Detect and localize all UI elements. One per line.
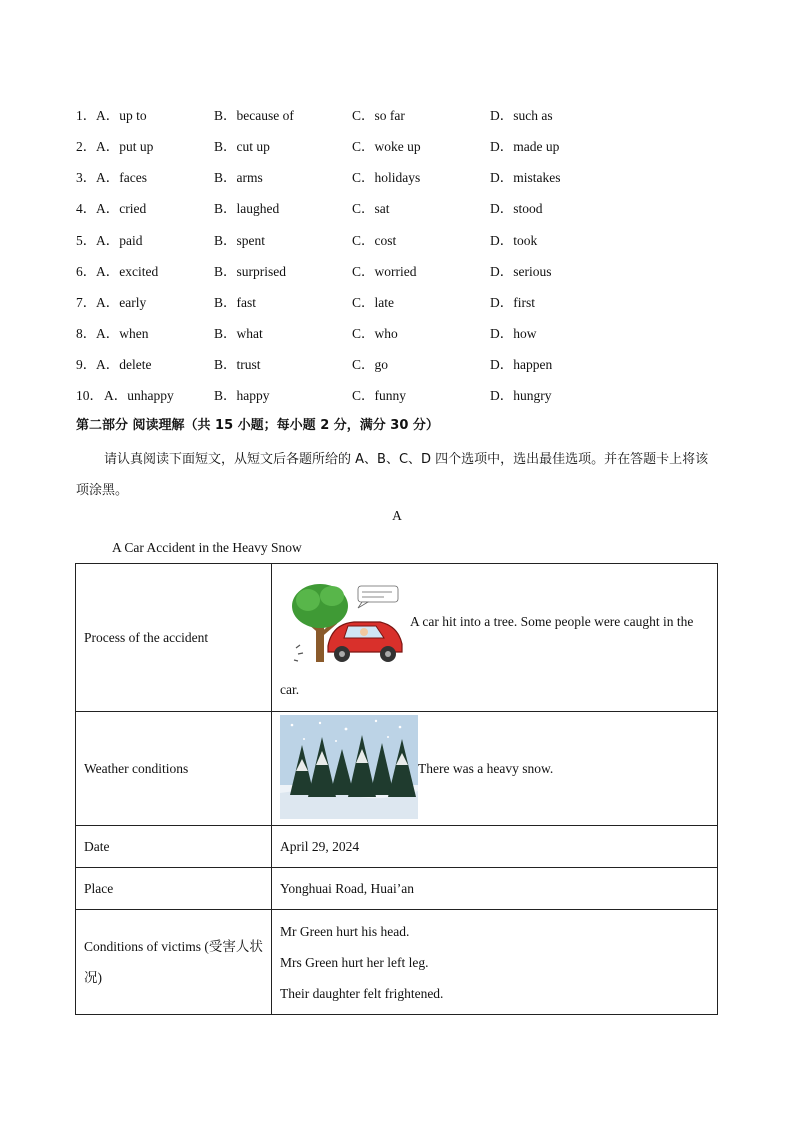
option-a: A．early bbox=[96, 295, 147, 310]
question-number: 5． bbox=[76, 233, 97, 248]
option-row bbox=[0, 291, 794, 311]
victim-line: Mrs Green hurt her left leg. bbox=[280, 954, 429, 970]
table-row bbox=[76, 868, 718, 910]
table-row bbox=[76, 826, 718, 868]
weather-cell bbox=[272, 712, 718, 826]
option-b: B．laughed bbox=[214, 201, 280, 216]
option-d: D．made up bbox=[490, 139, 560, 154]
option-c: C．worried bbox=[352, 264, 417, 279]
date-value: April 29, 2024 bbox=[272, 826, 718, 868]
weather-label: Weather conditions bbox=[76, 712, 272, 826]
option-row bbox=[0, 135, 794, 155]
option-row bbox=[0, 166, 794, 186]
car-tree-illustration bbox=[288, 578, 408, 672]
option-b: B．what bbox=[214, 326, 263, 341]
option-d: D．hungry bbox=[490, 388, 552, 403]
table-row bbox=[76, 712, 718, 826]
question-number: 4． bbox=[76, 201, 97, 216]
option-c: C．who bbox=[352, 326, 398, 341]
place-value: Yonghuai Road, Huai’an bbox=[272, 868, 718, 910]
car-tree-icon bbox=[288, 578, 408, 668]
table-row bbox=[76, 910, 718, 1015]
option-a: A．cried bbox=[96, 201, 147, 216]
snowy-forest-icon bbox=[280, 715, 418, 819]
process-value-line1: A car hit into a tree. Some people were caught in the bbox=[410, 614, 694, 629]
snowy-forest-image bbox=[280, 715, 418, 823]
option-b: B．fast bbox=[214, 295, 256, 310]
option-row bbox=[0, 260, 794, 280]
section-title: 第二部分 阅读理解（共 15 小题；每小题 2 分，满分 30 分） bbox=[76, 418, 439, 433]
accident-table bbox=[75, 563, 718, 1015]
victim-line: Their daughter felt frightened. bbox=[280, 985, 444, 1001]
process-label: Process of the accident bbox=[76, 564, 272, 712]
option-b: B．cut up bbox=[214, 139, 270, 154]
question-number: 1． bbox=[76, 108, 97, 123]
option-d: D．mistakes bbox=[490, 170, 561, 185]
question-number: 10． bbox=[76, 388, 103, 403]
option-b: B．surprised bbox=[214, 264, 286, 279]
option-a: A．paid bbox=[96, 233, 143, 248]
option-row bbox=[0, 384, 794, 404]
option-row bbox=[0, 229, 794, 249]
victim-line: Mr Green hurt his head. bbox=[280, 923, 410, 939]
passage-title: A Car Accident in the Heavy Snow bbox=[112, 540, 302, 555]
option-d: D．happen bbox=[490, 357, 553, 372]
option-d: D．such as bbox=[490, 108, 553, 123]
weather-value: There was a heavy snow. bbox=[418, 761, 554, 776]
date-label: Date bbox=[76, 826, 272, 868]
question-number: 7． bbox=[76, 295, 97, 310]
option-c: C．funny bbox=[352, 388, 406, 403]
option-a: A．delete bbox=[96, 357, 152, 372]
question-number: 3． bbox=[76, 170, 97, 185]
option-c: C．sat bbox=[352, 201, 390, 216]
option-row bbox=[0, 322, 794, 342]
option-c: C．holidays bbox=[352, 170, 421, 185]
option-a: A．faces bbox=[96, 170, 147, 185]
process-cell bbox=[272, 564, 718, 712]
option-row bbox=[0, 104, 794, 124]
table-row bbox=[76, 564, 718, 712]
option-d: D．how bbox=[490, 326, 537, 341]
question-number: 2． bbox=[76, 139, 97, 154]
option-row bbox=[0, 353, 794, 373]
section-instructions: 请认真阅读下面短文，从短文后各题所给的 A、B、C、D 四个选项中，选出最佳选项。并在答题卡上将该项涂黑。 bbox=[76, 452, 709, 498]
option-b: B．happy bbox=[214, 388, 270, 403]
question-number: 9． bbox=[76, 357, 97, 372]
option-c: C．cost bbox=[352, 233, 397, 248]
option-d: D．stood bbox=[490, 201, 543, 216]
option-d: D．took bbox=[490, 233, 538, 248]
option-d: D．serious bbox=[490, 264, 552, 279]
option-row bbox=[0, 197, 794, 217]
option-a: A．when bbox=[96, 326, 149, 341]
option-c: C．woke up bbox=[352, 139, 421, 154]
option-d: D．first bbox=[490, 295, 535, 310]
option-b: B．spent bbox=[214, 233, 266, 248]
option-a: A．up to bbox=[96, 108, 147, 123]
passage-letter: A bbox=[392, 508, 402, 523]
option-b: B．trust bbox=[214, 357, 261, 372]
option-a: A．excited bbox=[96, 264, 159, 279]
option-a: A．put up bbox=[96, 139, 154, 154]
place-label: Place bbox=[76, 868, 272, 910]
question-number: 8． bbox=[76, 326, 97, 341]
option-a: A．unhappy bbox=[104, 388, 174, 403]
victims-label: Conditions of victims (受害人状况) bbox=[76, 910, 272, 1015]
question-number: 6． bbox=[76, 264, 97, 279]
option-c: C．so far bbox=[352, 108, 405, 123]
option-c: C．go bbox=[352, 357, 389, 372]
option-b: B．because of bbox=[214, 108, 294, 123]
process-value-line2: car. bbox=[280, 682, 300, 697]
victims-cell bbox=[272, 910, 718, 1015]
option-b: B．arms bbox=[214, 170, 263, 185]
option-c: C．late bbox=[352, 295, 394, 310]
